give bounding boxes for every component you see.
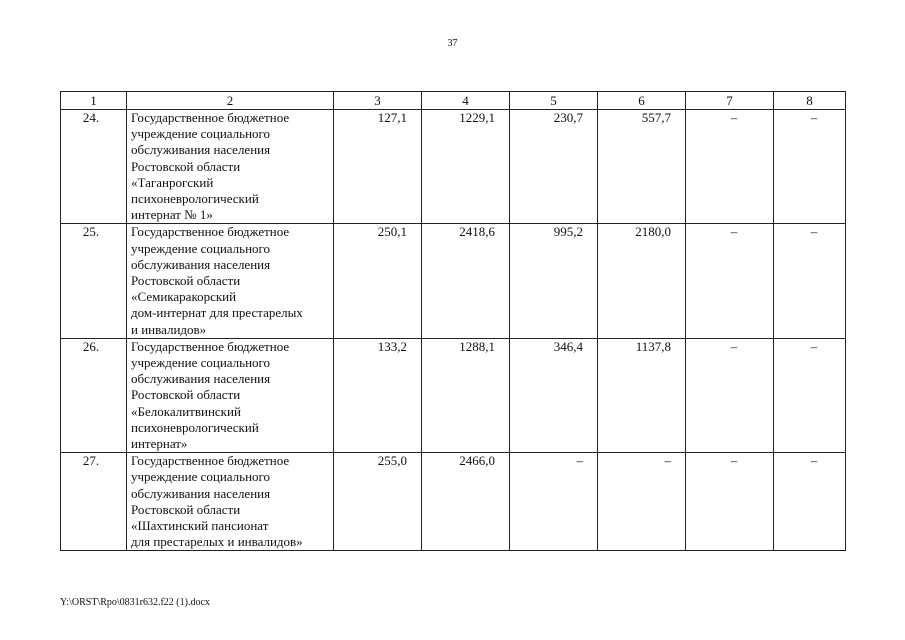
value-col-3: 133,2 xyxy=(334,338,422,452)
value-col-5: 995,2 xyxy=(510,224,598,338)
institution-name-line: Ростовской области xyxy=(131,387,241,403)
institution-name-line: обслуживания населения xyxy=(131,142,271,158)
data-table xyxy=(60,91,846,551)
column-header-7: 7 xyxy=(686,92,774,110)
table-row xyxy=(61,110,846,224)
value-col-6: – xyxy=(598,453,686,551)
institution-name-line: учреждение социального xyxy=(131,126,271,142)
institution-name-line: Государственное бюджетное xyxy=(131,224,290,240)
value-col-4: 1288,1 xyxy=(422,338,510,452)
institution-name-line: «Семикаракорский xyxy=(131,289,237,305)
institution-name-line: обслуживания населения xyxy=(131,256,271,272)
table-row xyxy=(61,224,846,338)
value-col-8: – xyxy=(774,110,846,224)
row-number: 27. xyxy=(61,453,127,551)
institution-name-line: дом-интернат для престарелых xyxy=(131,305,303,321)
institution-name-line: Государственное бюджетное xyxy=(131,110,290,125)
institution-name-line: и инвалидов» xyxy=(131,321,207,337)
institution-name-line: «Шахтинский пансионат xyxy=(131,518,269,534)
value-col-6: 2180,0 xyxy=(598,224,686,338)
institution-name-line: интернат» xyxy=(131,436,188,452)
institution-name-line: «Таганрогский xyxy=(131,174,214,190)
table-row xyxy=(61,453,846,551)
value-col-7: – xyxy=(686,110,774,224)
institution-name-line: Государственное бюджетное xyxy=(131,338,290,354)
row-number: 24. xyxy=(61,110,127,224)
column-header-2: 2 xyxy=(127,92,334,110)
institution-name-line: интернат № 1» xyxy=(131,207,213,223)
institution-name-line: учреждение социального xyxy=(131,469,271,485)
column-header-1: 1 xyxy=(61,92,127,110)
value-col-8: – xyxy=(774,224,846,338)
institution-name-line: для престарелых и инвалидов» xyxy=(131,534,303,550)
institution-name-line: психоневрологический xyxy=(131,191,259,207)
footer-file-path: Y:\ORST\Rpo\0831r632.f22 (1).docx xyxy=(60,597,210,608)
value-col-4: 2418,6 xyxy=(422,224,510,338)
value-col-7: – xyxy=(686,224,774,338)
row-number: 25. xyxy=(61,224,127,338)
table-header-row xyxy=(61,92,846,110)
table-body xyxy=(61,110,846,551)
column-header-6: 6 xyxy=(598,92,686,110)
value-col-5: – xyxy=(510,453,598,551)
institution-name-line: «Белокалитвинский xyxy=(131,403,241,419)
value-col-3: 255,0 xyxy=(334,453,422,551)
value-col-7: – xyxy=(686,453,774,551)
value-col-3: 250,1 xyxy=(334,224,422,338)
column-header-5: 5 xyxy=(510,92,598,110)
institution-name xyxy=(127,453,334,551)
institution-name-line: Ростовской области xyxy=(131,158,241,174)
value-col-3: 127,1 xyxy=(334,110,422,224)
value-col-4: 2466,0 xyxy=(422,453,510,551)
institution-name-line: Государственное бюджетное xyxy=(131,453,290,469)
value-col-6: 557,7 xyxy=(598,110,686,224)
institution-name-line: учреждение социального xyxy=(131,240,271,256)
institution-name-line: Ростовской области xyxy=(131,273,241,289)
table-row xyxy=(61,338,846,452)
institution-name xyxy=(127,224,334,338)
value-col-8: – xyxy=(774,453,846,551)
value-col-4: 1229,1 xyxy=(422,110,510,224)
column-header-4: 4 xyxy=(422,92,510,110)
column-header-3: 3 xyxy=(334,92,422,110)
institution-name-line: учреждение социального xyxy=(131,355,271,371)
institution-name-line: психоневрологический xyxy=(131,419,259,435)
institution-name-line: обслуживания населения xyxy=(131,371,271,387)
value-col-6: 1137,8 xyxy=(598,338,686,452)
value-col-8: – xyxy=(774,338,846,452)
page-number: 37 xyxy=(447,38,458,49)
institution-name-line: обслуживания населения xyxy=(131,485,271,501)
row-number: 26. xyxy=(61,338,127,452)
institution-name xyxy=(127,338,334,452)
institution-name xyxy=(127,110,334,224)
institution-name-line: Ростовской области xyxy=(131,501,241,517)
value-col-5: 230,7 xyxy=(510,110,598,224)
value-col-7: – xyxy=(686,338,774,452)
value-col-5: 346,4 xyxy=(510,338,598,452)
column-header-8: 8 xyxy=(774,92,846,110)
